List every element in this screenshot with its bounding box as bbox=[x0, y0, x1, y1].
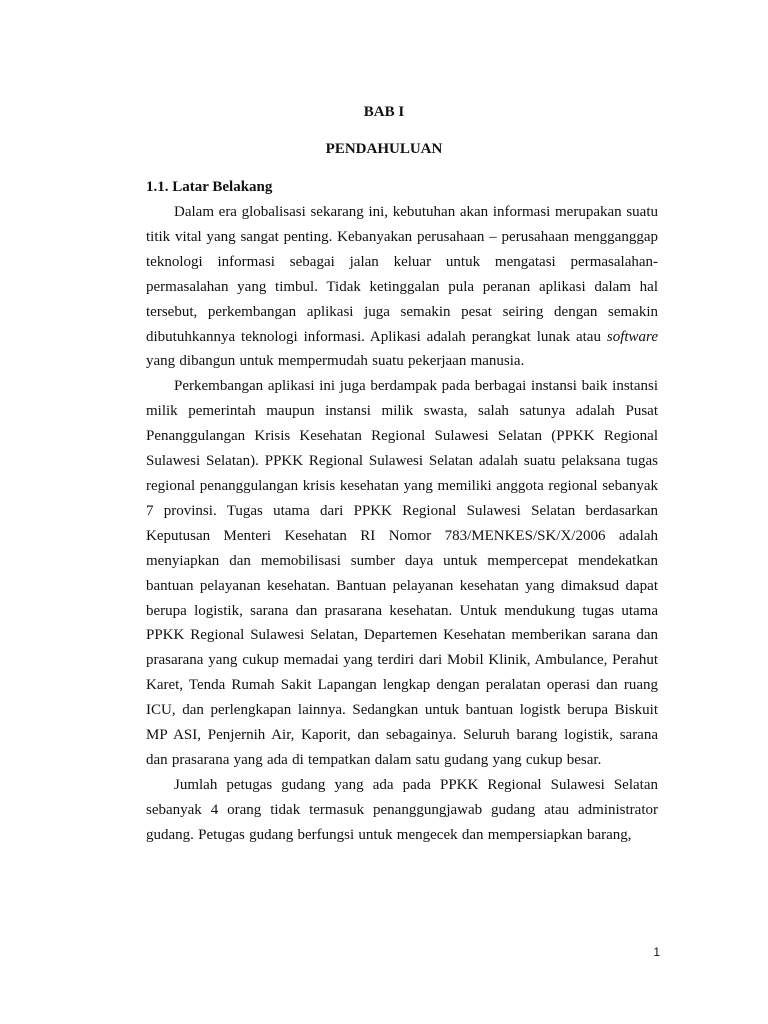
paragraph bbox=[146, 374, 658, 773]
section-heading: 1.1. Latar Belakang bbox=[146, 179, 273, 195]
body-text bbox=[146, 200, 658, 848]
paragraph-text: Jumlah petugas gudang yang ada pada PPKK Regional Sulawesi Selatan sebanyak 4 orang tidak termasuk penanggungjawab gudang atau administrator gudang. Petugas gudang berfungsi untuk mengecek dan mempersiapkan barang, bbox=[146, 776, 658, 843]
page-number: 1 bbox=[653, 945, 660, 959]
chapter-number: BAB I bbox=[363, 104, 405, 120]
chapter-title: PENDAHULUAN bbox=[325, 141, 443, 157]
paragraph-text: Perkembangan aplikasi ini juga berdampak pada berbagai instansi baik instansi milik pemerintah maupun instansi milik swasta, salah satunya adalah Pusat Penanggulangan Krisis Kesehatan Regional Sulawesi Selatan (PPKK Regional Sulawesi Selatan). PPKK Regional Sulawesi Selatan adalah suatu pelaksana tugas regional penanggulangan krisis kesehatan yang memiliki anggota regional sebanyak 7 provinsi. Tugas utama dari PPKK Regional Sulawesi Selatan berdasarkan Keputusan Menteri Kesehatan RI Nomor 783/MENKES/SK/X/2006 adalah menyiapkan dan memobilisasi sumber daya untuk mempercepat mendekatkan bantuan pelayanan kesehatan. Bantuan pelayanan kesehatan yang dimaksud dapat berupa logistik, sarana dan prasarana kesehatan. Untuk mendukung tugas utama PPKK Regional Sulawesi Selatan, Departemen Kesehatan memberikan sarana dan prasarana yang cukup memadai yang terdiri dari Mobil Klinik, Ambulance, Perahut Karet, Tenda Rumah Sakit Lapangan lengkap dengan peralatan operasi dan ruang ICU, dan perlengkapan lainnya. Sedangkan untuk bantuan logistk berupa Biskuit MP ASI, Penjernih Air, Kaporit, dan sebagainya. Seluruh barang logistik, sarana dan prasarana yang ada di tempatkan dalam satu gudang yang cukup besar. bbox=[146, 378, 658, 768]
paragraph-text: Dalam era globalisasi sekarang ini, kebutuhan akan informasi merupakan suatu titik vital yang sangat penting. Kebanyakan perusahaan – perusahaan mengganggap teknologi informasi sebagai jalan keluar untuk mengatasi permasalahan-permasalahan yang timbul. Tidak ketinggalan pula peranan aplikasi dalam hal tersebut, perkembangan aplikasi juga semakin pesat seiring dengan semakin dibutuhkannya teknologi informasi. Aplikasi adalah perangkat lunak atau bbox=[146, 204, 658, 345]
paragraph-text: yang dibangun untuk mempermudah suatu pekerjaan manusia. bbox=[146, 353, 525, 370]
italic-term: software bbox=[606, 328, 658, 345]
paragraph bbox=[146, 773, 658, 848]
paragraph bbox=[146, 200, 658, 374]
